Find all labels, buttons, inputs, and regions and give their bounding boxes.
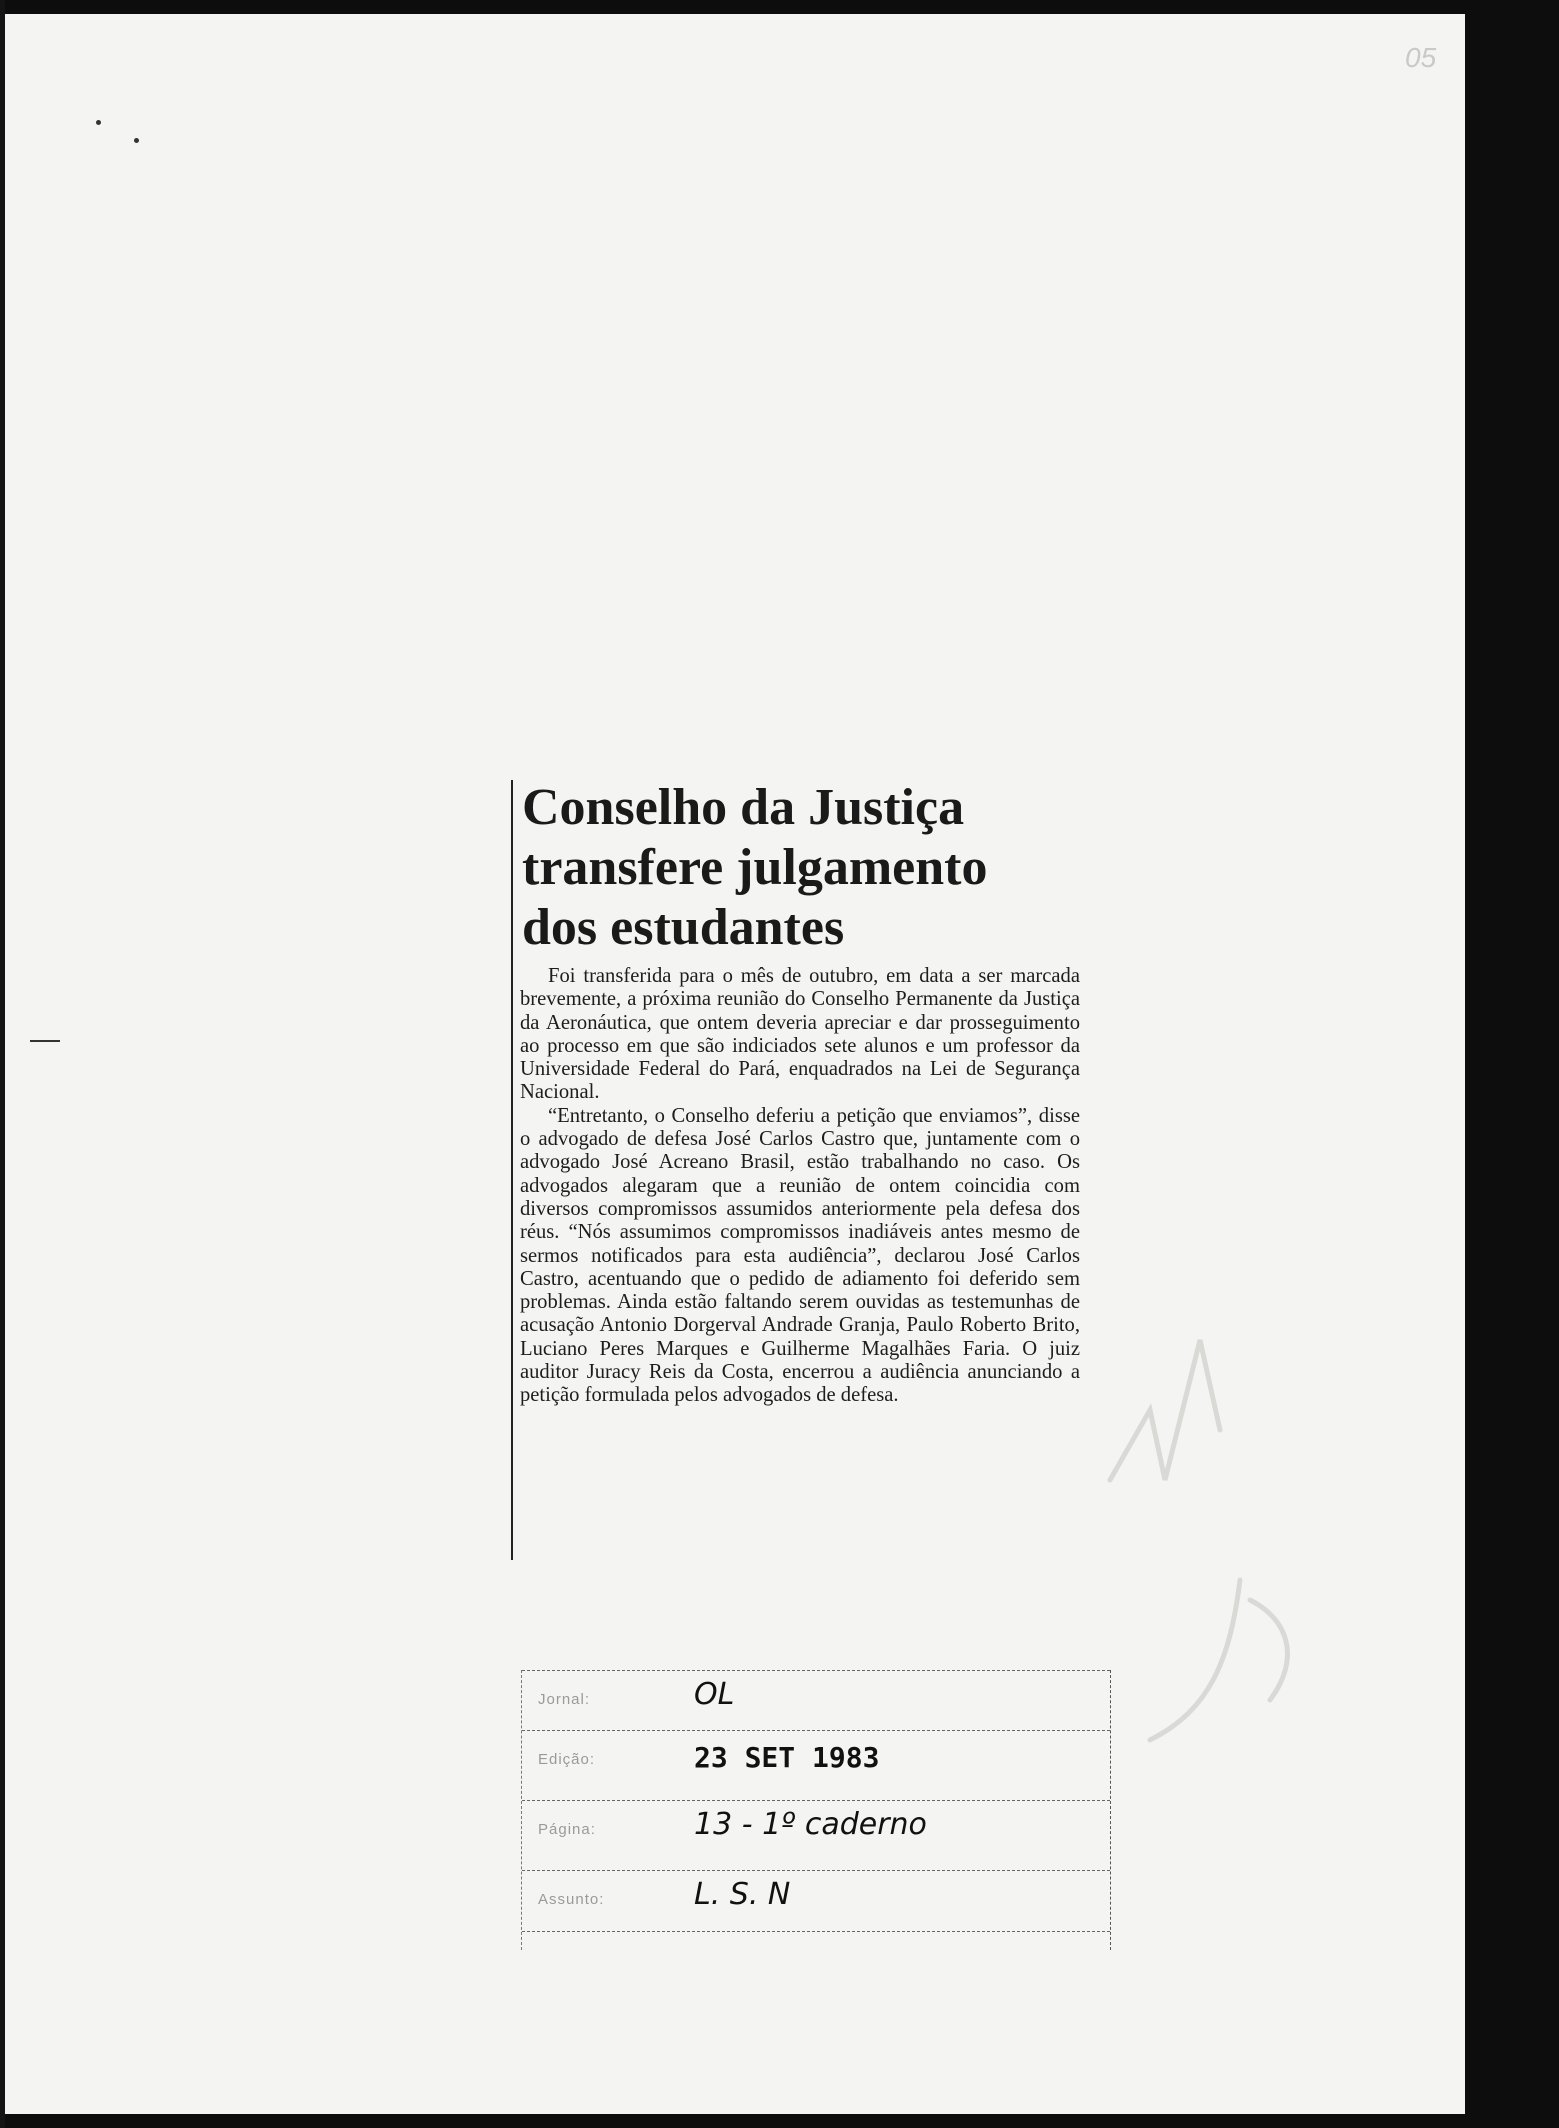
form-row-pagina [522, 1800, 1110, 1861]
article-headline [522, 778, 1082, 958]
scan-speck [134, 138, 139, 143]
form-value-handwritten: L. S. N [694, 1877, 791, 1912]
form-label: Edição: [538, 1751, 596, 1768]
form-label: Página: [538, 1821, 596, 1838]
headline-line: transfere julgamento [522, 839, 988, 896]
scan-speck [30, 1040, 60, 1042]
form-row-assunto [522, 1870, 1110, 1932]
form-label: Assunto: [538, 1891, 605, 1908]
clipping-edge [511, 780, 513, 1560]
headline-line: dos estudantes [522, 899, 845, 956]
form-row-edicao [522, 1730, 1110, 1791]
scan-speck [96, 120, 101, 125]
page-number: 05 [1405, 42, 1437, 73]
form-value-stamp: 23 SET 1983 [694, 1741, 880, 1774]
archive-form [521, 1670, 1111, 1950]
form-row-jornal [522, 1670, 1110, 1731]
form-value-handwritten: 13 - 1º caderno [694, 1807, 927, 1842]
article-body [520, 965, 1080, 1408]
article-paragraph: Foi transferida para o mês de outubro, em data a ser marcada brevemente, a próxima reunião do Conselho Permanente da Justiça da Aeronáutica, que ontem deveria apreciar e dar prosseguimento ao processo em que são indiciados sete alunos e um professor da Universidade Federal do Pará, enquadrados na Lei de Segurança Nacional. [520, 965, 1080, 1104]
form-value-handwritten: OL [694, 1677, 735, 1712]
form-label: Jornal: [538, 1691, 591, 1708]
headline-line: Conselho da Justiça [522, 779, 965, 836]
article-paragraph: “Entretanto, o Conselho deferiu a petição que enviamos”, disse o advogado de defesa José Carlos Castro que, juntamente com o advogado José Acreano Brasil, estão trabalhando no caso. Os advogados alegaram que a reunião de ontem coincidia com diversos compromissos assumidos anteriormente pela defesa dos réus. “Nós assumimos compromissos inadiáveis antes mesmo de sermos notificados para esta audiência”, declarou José Carlos Castro, acentuando que o pedido de adiamento foi deferido sem problemas. Ainda estão faltando serem ouvidas as testemunhas de acusação Antonio Dorgerval Andrade Granja, Paulo Roberto Brito, Luciano Peres Marques e Guilherme Magalhães Faria. O juiz auditor Juracy Reis da Costa, encerrou a audiência anunciando a petição formulada pelos advogados de defesa. [520, 1104, 1080, 1407]
